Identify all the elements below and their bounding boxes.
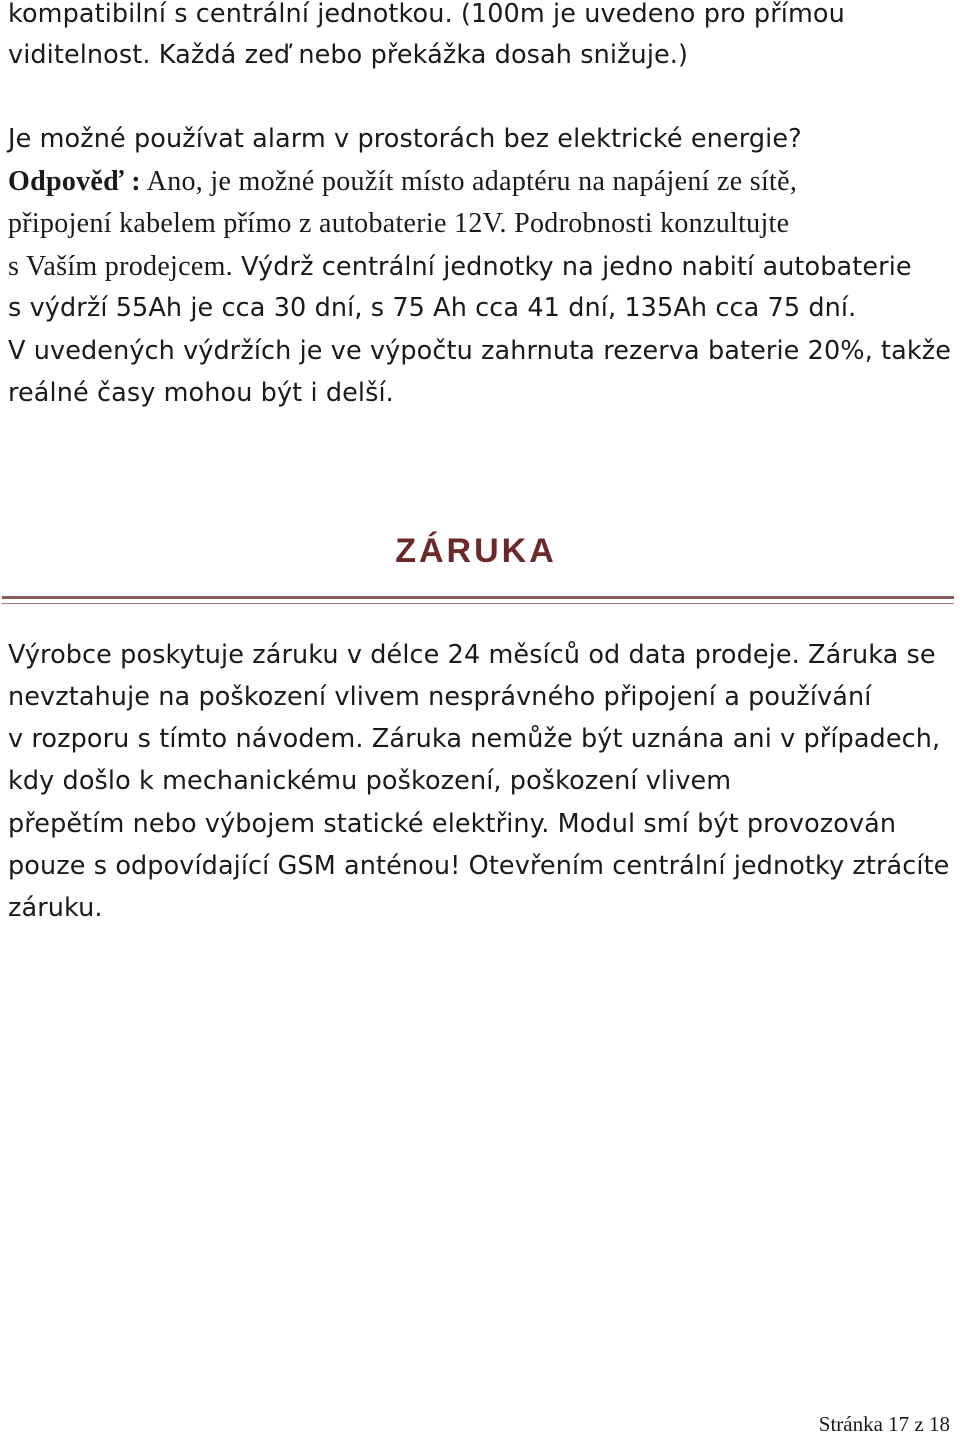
intro-line-2: viditelnost. Každá zeď nebo překážka dosah snižuje.)	[8, 40, 689, 70]
warranty-line-4: kdy došlo k mechanickému poškození, poškození vlivem	[8, 766, 732, 796]
page-number: Stránka 17 z 18	[818, 1412, 950, 1436]
faq-answer-line-5: V uvedených výdržích je ve výpočtu zahrnuta rezerva baterie 20%, takže	[8, 336, 952, 366]
warranty-line-2: nevztahuje na poškození vlivem nesprávného připojení a používání	[8, 682, 872, 712]
warranty-line-3: v rozporu s tímto návodem. Záruka nemůže být uznána ani v případech,	[8, 724, 941, 754]
faq-answer-text: Ano, je možné použít místo adaptéru na napájení ze sítě,	[140, 166, 798, 197]
warranty-line-6: pouze s odpovídající GSM anténou! Otevřením centrální jednotky ztrácíte	[8, 851, 950, 881]
faq-answer-line-6: reálné časy mohou být i delší.	[8, 378, 394, 408]
faq-question: Je možné používat alarm v prostorách bez elektrické energie?	[8, 124, 802, 154]
intro-line-1: kompatibilní s centrální jednotkou. (100m je uvedeno pro přímou	[8, 0, 845, 29]
warranty-line-5: přepětím nebo výbojem statické elektřiny. Modul smí být provozován	[8, 809, 897, 839]
faq-answer-dealer: s Vaším prodejcem.	[8, 251, 233, 282]
faq-answer-label: Odpověď :	[8, 166, 141, 197]
heading-rule-thin	[2, 603, 954, 604]
faq-answer-line-1	[8, 166, 797, 198]
faq-answer-battery: Výdrž centrální jednotky na jedno nabití autobaterie	[232, 252, 912, 282]
faq-answer-line-3	[8, 250, 912, 283]
faq-answer-line-4: s výdrží 55Ah je cca 30 dní, s 75 Ah cca 41 dní, 135Ah cca 75 dní.	[8, 293, 857, 323]
faq-answer-line-2: připojení kabelem přímo z autobaterie 12V. Podrobnosti konzultujte	[8, 208, 790, 239]
heading-rule	[2, 596, 954, 599]
warranty-heading: ZÁRUKA	[395, 532, 557, 570]
warranty-line-7: záruku.	[8, 893, 103, 923]
warranty-line-1: Výrobce poskytuje záruku v délce 24 měsíců od data prodeje. Záruka se	[8, 640, 936, 670]
